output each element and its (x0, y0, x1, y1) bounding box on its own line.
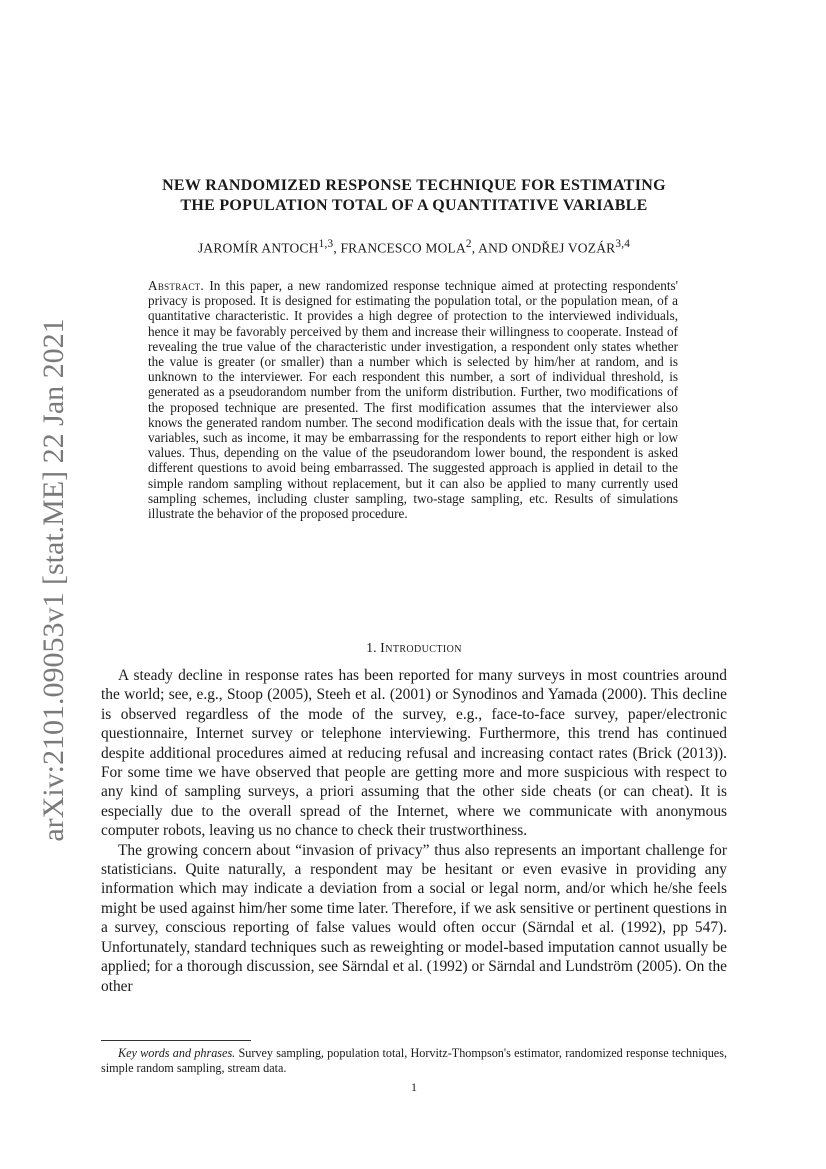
page-number: 1 (411, 1080, 417, 1094)
footnote-rule (101, 1040, 251, 1041)
section-number: 1. (366, 641, 377, 656)
body-text (101, 666, 727, 996)
footnote-label: Key words and phrases. (118, 1046, 236, 1060)
author-3-affiliation: 3,4 (615, 238, 631, 250)
section-heading (108, 640, 720, 658)
author-separator-1: , (333, 240, 341, 256)
section-title: Introduction (380, 641, 462, 656)
paragraph: A steady decline in response rates has been reported for many surveys in most countries around the world; see, e.g., Stoop (2005), Steeh et al. (2001) or Synodinos and Yamada (2000). This decline is observed regardless of the mode of the survey, e.g., face-to-face survey, paper/electronic questionnaire, Internet survey or telephone interviewing. Furthermore, this trend has continued despite additional procedures aimed at reducing refusal and increasing contact rates (Brick (2013)). For some time we have observed that people are getting more and more suspicious with respect to any kind of sampling surveys, a priori assuming that the other side cheats (or can cheat). It is especially due to the overall spread of the Internet, where we communicate with anonymous computer robots, leaving us no chance to check their trustworthiness. (101, 667, 727, 840)
footnote-text: Survey sampling, population total, Horvitz-Thompson's estimator, randomized response techniques, simple random sampling, stream data. (101, 1046, 727, 1075)
author-1-name: JAROMÍR ANTOCH (197, 240, 319, 256)
author-list (108, 235, 720, 258)
abstract-label: Abstract. (148, 278, 205, 293)
footnote (101, 1046, 727, 1076)
author-3-name: ONDŘEJ VOZÁR (511, 240, 616, 256)
arxiv-identifier: arXiv:2101.09053v1 [stat.ME] 22 Jan 2021 (37, 318, 70, 842)
author-1-affiliation: 1,3 (318, 238, 334, 250)
abstract-text: In this paper, a new randomized response technique aimed at protecting respondents' privacy is proposed. It is designed for estimating the population total, or the population mean, of a quantitative characteristic. It provides a high degree of protection to the interviewed individuals, hence it may be favorably perceived by them and increase their willingness to cooperate. Instead of revealing the true value of the characteristic under investigation, a respondent only states whether the value is greater (or smaller) than a number which is selected by him/her at random, and is unknown to the interviewer. For each respondent this number, a sort of individual threshold, is generated as a pseudorandom number from the uniform distribution. Further, two modifications of the proposed technique are presented. The first modification assumes that the interviewer also knows the generated random number. The second modification deals with the issue that, for certain variables, such as income, it may be embarrassing for the respondents to report either high or low values. Thus, depending on the value of the pseudorandom lower bound, the respondent is asked different questions to avoid being embarrassed. The suggested approach is applied in detail to the simple random sampling without replacement, but it can also be applied to many currently used sampling schemes, including cluster sampling, two-stage sampling, etc. Results of simulations illustrate the behavior of the proposed procedure. (148, 278, 678, 522)
abstract (148, 278, 678, 521)
paragraph: The growing concern about “invasion of privacy” thus also represents an important challenge for statisticians. Quite naturally, a respondent may be hesitant or even evasive in providing any information which may indicate a deviation from a social or legal norm, and/or which he/she feels might be used against him/her some time later. Therefore, if we ask sensitive or pertinent questions in a survey, conscious reporting of false values would often occur (Särndal et al. (1992), pp 547). Unfortunately, standard techniques such as reweighting or model-based imputation cannot usually be applied; for a thorough discussion, see Särndal et al. (1992) or Särndal and Lundström (2005). On the other (101, 841, 727, 995)
author-separator-2: , AND (471, 240, 512, 256)
title-line-1: NEW RANDOMIZED RESPONSE TECHNIQUE FOR ESTIMATING (162, 177, 666, 194)
title-line-2: THE POPULATION TOTAL OF A QUANTITATIVE VARIABLE (180, 197, 648, 214)
author-2-affiliation: 2 (465, 238, 472, 250)
paper-title (108, 176, 720, 216)
author-2-name: FRANCESCO MOLA (340, 240, 466, 256)
